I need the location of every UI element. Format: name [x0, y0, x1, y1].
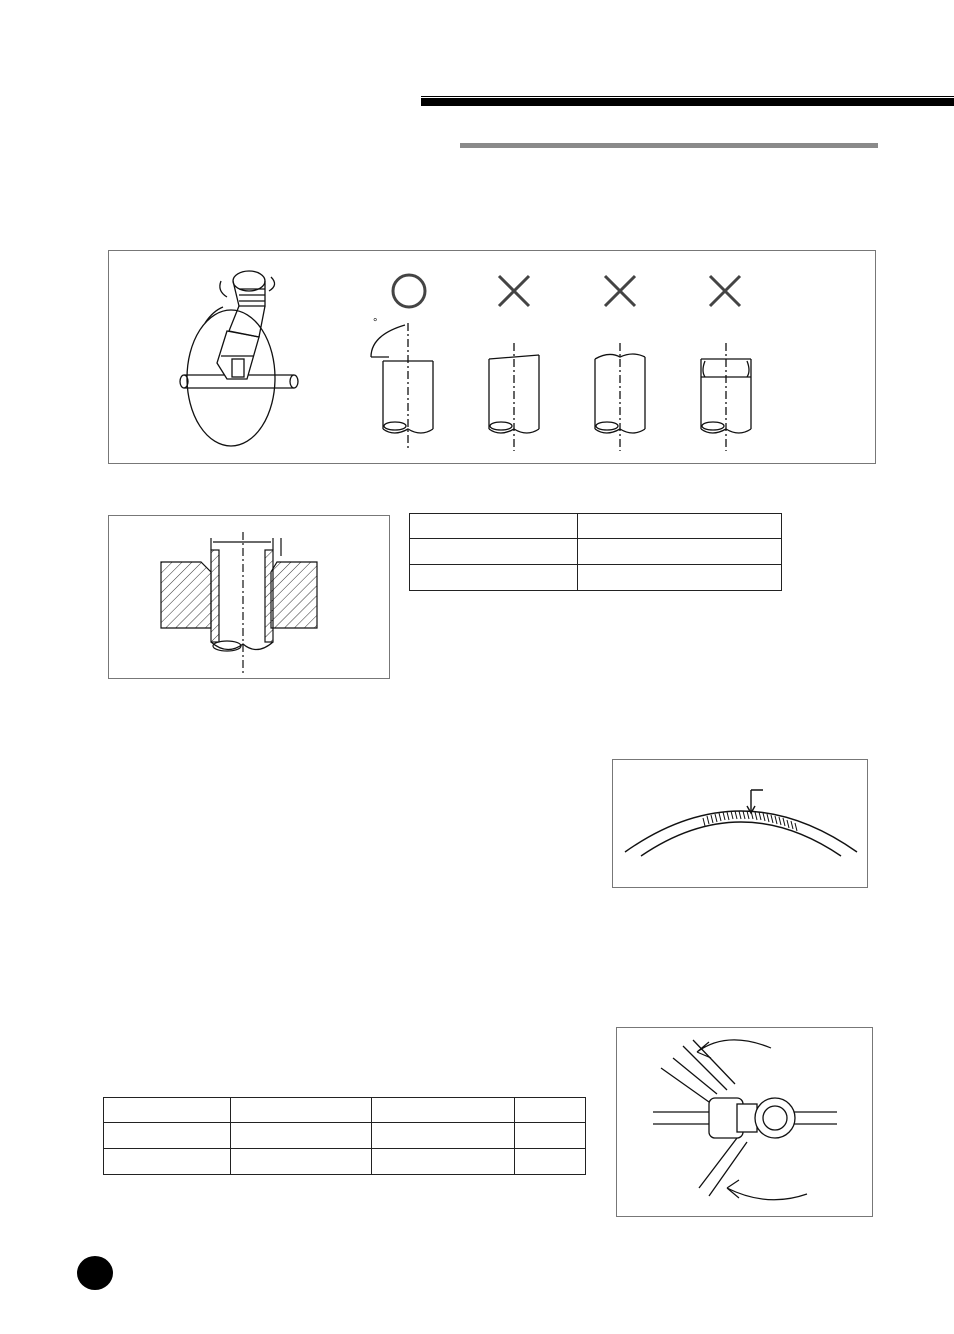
- table-cell: [515, 1123, 586, 1149]
- table-cell: [515, 1149, 586, 1175]
- degree-mark: °: [373, 317, 378, 329]
- table-cell: [515, 1098, 586, 1123]
- table-cell: [372, 1098, 515, 1123]
- flare-section-icon: [109, 516, 388, 677]
- figure-pipe-cutting: [108, 250, 876, 464]
- page-number-badge: [77, 1256, 113, 1290]
- table-cell: [104, 1123, 231, 1149]
- table-cell: [578, 539, 782, 565]
- figure-wrench-tightening: [616, 1027, 873, 1217]
- table-cell: [410, 539, 578, 565]
- table-cell: [372, 1123, 515, 1149]
- figure-pipe-bend: [612, 759, 868, 888]
- table-cell: [231, 1098, 372, 1123]
- table-cell: [578, 565, 782, 591]
- wrench-pair-icon: [617, 1028, 871, 1215]
- pipe-cutter-icon: [109, 251, 874, 462]
- table-cell: [410, 565, 578, 591]
- figure-flare-section: [108, 515, 390, 679]
- table-cell: [578, 514, 782, 539]
- table-cell: [410, 514, 578, 539]
- header-rule: [421, 98, 954, 106]
- table-cell: [231, 1123, 372, 1149]
- table-cell: [372, 1149, 515, 1175]
- pipe-bend-icon: [613, 760, 866, 886]
- table-cell: [104, 1098, 231, 1123]
- header-rule-thin: [421, 96, 954, 97]
- torque-table: [103, 1097, 586, 1175]
- subheader-rule: [460, 143, 878, 148]
- table-cell: [231, 1149, 372, 1175]
- table-cell: [104, 1149, 231, 1175]
- flare-dimension-table: [409, 513, 782, 591]
